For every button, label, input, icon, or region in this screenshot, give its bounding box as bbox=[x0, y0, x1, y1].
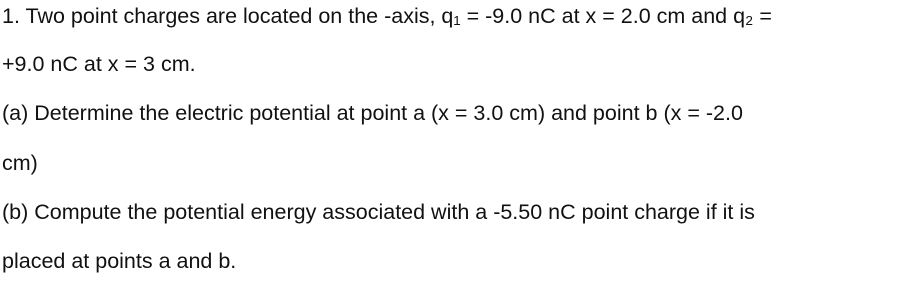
part-a-line-1: (a) Determine the electric potential at point a (x = 3.0 cm) and point b (x = -2.0 bbox=[2, 101, 743, 125]
problem-statement-line-2: +9.0 nC at x = 3 cm. bbox=[2, 52, 196, 76]
part-b-line-2: placed at points a and b. bbox=[2, 249, 237, 273]
part-b-line-1: (b) Compute the potential energy associated with a -5.50 nC point charge if it is bbox=[2, 200, 755, 224]
part-a-line-2: cm) bbox=[2, 151, 38, 175]
problem-statement-line-1: 1. Two point charges are located on the -axis, q₁ = -9.0 nC at x = 2.0 cm and q₂ = bbox=[2, 4, 772, 28]
